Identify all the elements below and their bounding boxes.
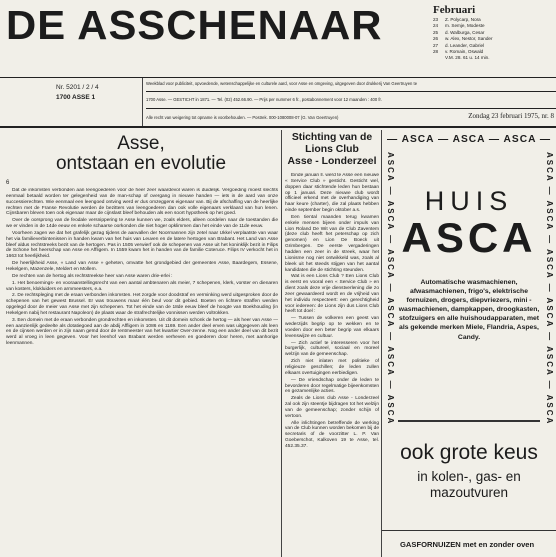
- paragraph: — De vriendschap onder de leden te bevorderen door regelmatige bijeenkomsten en gezamenlijke acties.: [285, 377, 379, 395]
- divider: [142, 78, 143, 126]
- paragraph: Zich niet inlaten met politieke of religieuze geschillen; de leden zullen elkaars overtuigingen eerbiedigen.: [285, 359, 379, 376]
- calendar-month: Februari: [433, 4, 476, 16]
- paragraph: Zeals de Lions club Asse - Londerzeel zal ook zijn steentje bijdragen tot het welzijn van de gemeenschap; zonder schijn of vertoon.: [285, 396, 379, 419]
- issue-town: 1700 ASSE 1: [56, 94, 96, 101]
- info-line: 1700 Asse. — GESTICHT in 1871. — Tel. (02) 452.66.90. — Prijs per nummer 6 fr., postabonnement voor 12 maanden : 400 fr.: [146, 97, 382, 102]
- calendar: [433, 3, 555, 62]
- article-body: [285, 173, 379, 557]
- column-divider: [381, 130, 382, 557]
- ad-side-banner-left: ASCA — ASCA — ASCA — ASCA — ASCA — ASCA: [386, 152, 395, 426]
- ad-kolen: in kolen-, gas- en mazoutvuren: [417, 469, 521, 500]
- divider: [0, 126, 556, 128]
- paragraph: Over de oorsprong van de feodale versnippering te Asse kunnen we, zoals elders, alleen oordelen naar de toestanden die we er vinden in de 14de eeuw en enkele schaarse oorkonden die niet hoger opklimmen dan het einde van de 11de eeuw.: [6, 218, 278, 230]
- paragraph: Een tiental maanden terug kwamen enkele mensen bijeen onder impuls van Lion Roland De Wit van de Club Zaventem (deze club heeft het peterschap op zich genomen) en Lion De Boeck uit Grimbergen. De eerste vergaderingen hadden een zeer in de streek, waar het Lionisme nog niet ontwikkeld was, zoals al bleek uit het steeds stijgen van het aantal kandidaten die de stichting steunden.: [285, 214, 379, 273]
- ad-bottom-line: GASFORNUIZEN met en zonder oven: [400, 540, 535, 549]
- ad-rule: [398, 420, 540, 422]
- calendar-row: 24 m. Semje, Modeste: [433, 23, 485, 29]
- column-divider: [281, 130, 282, 557]
- article-body: [6, 188, 278, 557]
- divider: [146, 108, 556, 109]
- issue-date: Zondag 23 februari 1975, nr. 8: [468, 112, 554, 120]
- calendar-row: 28 v. Romain, Oswald: [433, 49, 484, 55]
- article-marker: 6: [6, 180, 10, 186]
- divider: [382, 530, 556, 531]
- calendar-row: 26 w. Alex, Nestor, Sander: [433, 36, 493, 42]
- subtitle-line: Weekblad voor publiciteit, opvoedende, wetenschappelijke en culturele aard, voor Asse en omgeving, uitgegeven door drukkerij Van Geertruyen te: [146, 81, 418, 86]
- article-headline: Stichting van de Lions Club Asse - Londerzeel: [287, 132, 377, 167]
- paragraph: 3. Een domein met de eraan verbonden grondrechten en inkomsten. Uit dit domein schonk de hertog — als heer van Asse — een aanzienlijk gedeelte als dotatiegoed aan de abdij Affligem in 1086 en 1169. Een ander deel erven was uitgegeven als leen en de cijnsen werden er in zijn naam geïnd door de rentmeester van het kwartier Over-zenne. Nog een ander deel van dit bezit werd al vroeg in leen gegeven. Voor het leenhof van Brabant werden verheven en goederen door heren, met aanhorige leenmannen.: [6, 317, 278, 347]
- paragraph: — Tussen de volkeren een geest van wederzijds begrip op te wekken en te voeden door een beter begrip van elkaars levenswijze en cultuur.: [285, 316, 379, 339]
- calendar-row: 25 d. Walburga, Cesar: [433, 29, 485, 35]
- paragraph: 1. Het benoemings- en vooraanstellingsrecht van een aantal ambtenaren als meier, 7 schepenen, klerk, vorster en dienaren van kosters, klokluiders en armmeesters, e.a.: [6, 280, 278, 292]
- ad-top-banner: — ASCA — ASCA — ASCA —: [387, 134, 552, 145]
- calendar-row: 23 Z. Polycarp, Nora: [433, 17, 481, 22]
- issue-box: [56, 83, 99, 103]
- ad-side-banner-right: ASCA — ASCA — ASCA — ASCA — ASCA — ASCA: [545, 152, 554, 426]
- divider: [146, 91, 556, 92]
- ad-huis: HUIS: [424, 186, 514, 216]
- paragraph: Einde januari ll. werd te Asse een nieuwe « Service Club » gesticht. Gesticht wel, doppen daar stichtende leden hun bestaan op 1 januari. Deze nieuwe club wordt officieel erkend met de overhandiging van haar keure (charter), die zal plaats hebben einde september begin oktober a.s.: [285, 173, 379, 214]
- paragraph: De rechten van de hertog als rechtstreekse heer van Asse waren drie-erlei :: [12, 273, 173, 279]
- rights-line: Alle recht van weigering tot opname is voorbehouden. — Postrek. 000-1080008-07 (G. Van Geertruyen): [146, 115, 339, 120]
- article-headline: Asse, ontstaan en evolutie: [55, 133, 227, 174]
- ad-description: Automatische wasmachienen, afwasmachienen, frigo's, elektrische fornuizen, drogers, diepvriezers, mini - wasmachienen, dampkappen, droogkasten, stofzuigers en alle huishoudapparaten, met als gekende merken Miele, Flandria, Aspes, Candy.: [398, 279, 540, 341]
- paragraph: Alle inlichtingen betreffende de werking van de Club kunnen worden bekomen bij de secretaris of de voorzitter L. P. Van Goeberschot, Kalkoven 19 te Asse, tel. 452.35.37.: [285, 420, 379, 449]
- ad-asca-logo: ASCA: [401, 214, 537, 261]
- ad-grote-keus: ook grote keus: [400, 441, 538, 464]
- moon-phase: V.M. 28. 61 u. 14 min.: [445, 55, 490, 61]
- paragraph: 2. De rechtspleging met de eraan verbonden inkomsten. Het zorgde voor doodstraf en verminking werd uitgesproken door de schepenen van het gewest Brussel. Er was trouwens maar één beul voor dit gebied. Boeten en lichtere straffen werden opgelegd door de meier van Asse met zijn schepenen. Tot het einde van de 18de eeuw bleef de hoogte van Boekhouding (in Hekelgem nabij het restaurant Napoleon) de plaats waar de strafrechtelijke vonnissen werden voltrokken.: [6, 293, 278, 316]
- calendar-row: 27 d. Leander, Gabriel: [433, 42, 485, 48]
- divider: [0, 77, 556, 78]
- paragraph: — Zich actief te interesseren voor het burgerlijk, cultureel, sociaal en moreel welzijn van de gemeenschap.: [285, 340, 379, 358]
- issue-number: Nr. 5201 / 2 / 4: [56, 84, 99, 91]
- paragraph: Wat is een Lions Club ? Een Lions Club is eerst en vooral een « Service Club » en dient zoals deze vrije dienstverlening die zo zeer gewaardeerd wordt en de vrijheid van het individu respecteert: een gerechtigheid voor iedereen: de Lions zijn dus Lions Club heeft tot doel :: [285, 274, 379, 315]
- paragraph: Dat de inkomsten verbonden aan leengoederen voor de heer zeer waardevol waren is duidelijk. Vergoeding moest slechts eenmaal betaald worden ter gelegenheid van de man-schap of overgang in nieuwe handen — iets in de aard van onze successierechten. Wie eenmaal een leengoed ontving werd er dus omzeggens eigenaar van. Bij de afschaffing van de heerlijke rechten met de Franse Revolutie werden de bezitters van leengoederen dan ook volle eigenaars verklaard van hun lenen. Cijnsbaren bleven toen ook eigenaar maar de cijnslast bleef behouden als een soort hypotheek op het goed.: [6, 188, 278, 217]
- paragraph: Voorheen zagen we dat het grafelijk gezag tijdens de aanvallen der Noormannen zijn zetel naar Ukkel verplaatste van waar het via familieverbintenissen in handen kwam van het huis van Leuven en de latere hertogen van Brabant. Het Land van Asse bleef aldus rechtstreeks bezit van de hertogen. Pas in 1505 verwierf ook de schepenen van Asse uit het koninklijk bezit in Filips de Schone het heerschap van Asse en Affligem. In 1559 kwam het in handen van de familie Coteruce. Filips IV verkocht het in 1663 tot heerlijkheid.: [6, 230, 278, 260]
- newspaper-title: DE ASSCHENAAR: [6, 2, 383, 48]
- paragraph: De heerlijkheid Asse, « Land van Asse » geheten, omvatte het grondgebied der gemeenten Asse, Baardegem, Essene, Hekelgem, Mazenzele, Meldert en Mollem.: [6, 261, 278, 272]
